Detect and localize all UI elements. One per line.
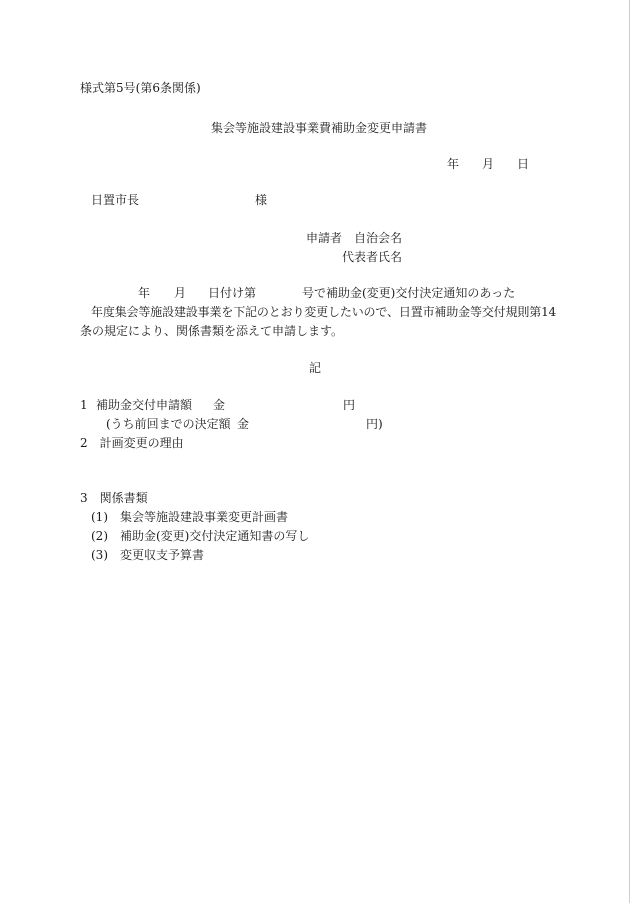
body-year: 年 xyxy=(138,286,151,300)
addressee-honorific: 様 xyxy=(255,193,268,207)
item1-label: 補助金交付申請額 xyxy=(96,398,193,412)
body-line3: 条の規定により、関係書類を添えて申請します。 xyxy=(80,324,344,338)
doc-list-item: (1) 集会等施設建設事業変更計画書 xyxy=(91,510,288,524)
item1-sub-label: (うち前回までの決定額 xyxy=(106,417,231,431)
doc-list-item: (2) 補助金(変更)交付決定通知書の写し xyxy=(91,529,310,543)
item1-number: 1 xyxy=(80,398,88,412)
doc-list-item: (3) 変更収支予算書 xyxy=(91,548,204,562)
item2-heading: 2 計画変更の理由 xyxy=(80,436,184,450)
body-line1-rest: 号で補助金(変更)交付決定通知のあった xyxy=(302,286,516,300)
item1-kin: 金 xyxy=(213,398,226,412)
date-year: 年 xyxy=(447,157,460,171)
body-month: 月 xyxy=(174,286,187,300)
body-line2: 年度集会等施設建設事業を下記のとおり変更したいので、日置市補助金等交付規則第14 xyxy=(91,305,557,319)
applicant-rep-label: 代表者氏名 xyxy=(342,250,403,264)
applicant-label: 申請者 xyxy=(306,231,343,245)
ki-heading: 記 xyxy=(309,361,322,375)
date-month: 月 xyxy=(482,157,495,171)
item1-sub-kin: 金 xyxy=(237,417,250,431)
date-day: 日 xyxy=(517,157,530,171)
addressee-name: 日置市長 xyxy=(91,193,140,207)
applicant-org-label: 自治会名 xyxy=(354,231,403,245)
item1-yen: 円 xyxy=(343,398,356,412)
form-label: 様式第5号(第6条関係) xyxy=(80,81,201,95)
item1-sub-yen: 円) xyxy=(366,417,383,431)
body-day: 日付け第 xyxy=(208,286,257,300)
item3-heading: 3 関係書類 xyxy=(80,491,148,505)
document-title: 集会等施設建設事業費補助金変更申請書 xyxy=(211,121,428,135)
